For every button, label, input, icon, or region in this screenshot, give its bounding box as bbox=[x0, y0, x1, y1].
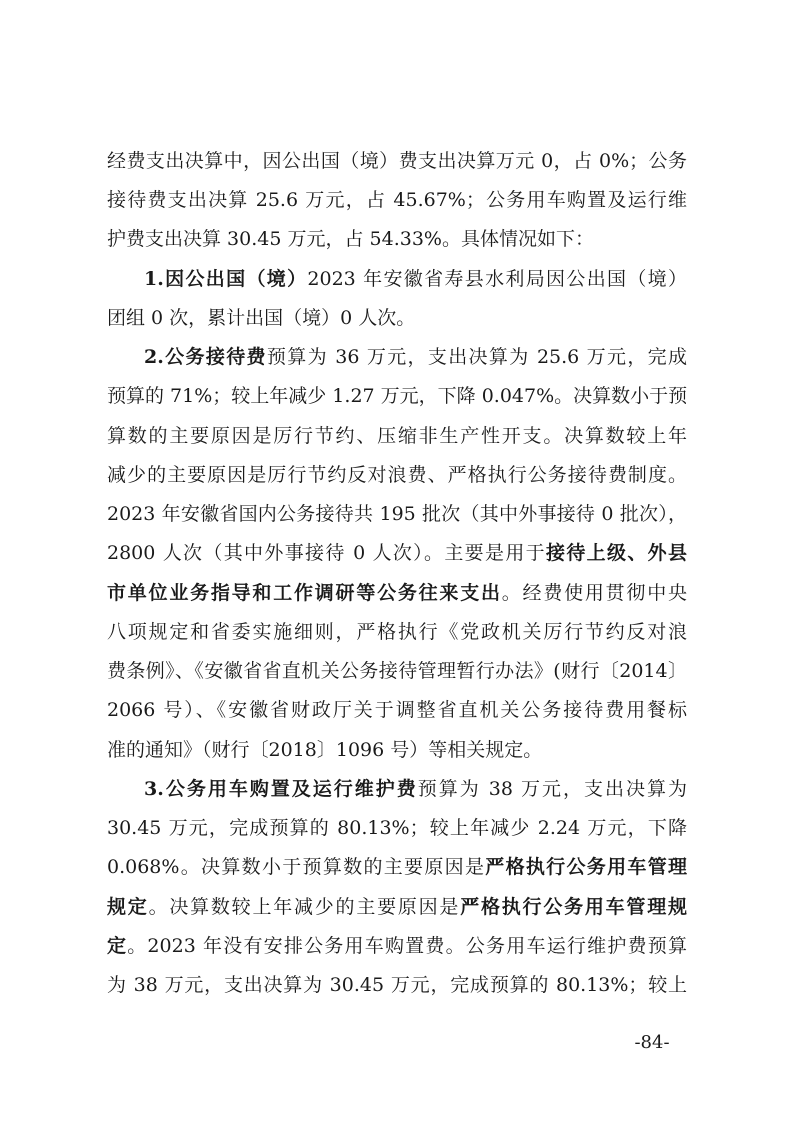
text-line bbox=[107, 577, 687, 609]
text-span: 30.45 万元，完成预算的 80.13%；较上年减少 2.24 万元，下降 bbox=[107, 817, 687, 839]
text-line bbox=[107, 380, 687, 412]
text-span: 准的通知》（财行〔2018〕1096 号）等相关规定。 bbox=[107, 739, 543, 761]
text-span: 算数的主要原因是厉行节约、压缩非生产性开支。决算数较上年 bbox=[107, 425, 687, 447]
text-line bbox=[107, 969, 687, 1001]
text-line bbox=[107, 616, 687, 648]
text-line bbox=[107, 537, 687, 569]
item-heading: 1.因公出国（境） bbox=[144, 268, 308, 290]
text-line bbox=[144, 773, 687, 805]
text-span: 护费支出决算 30.45 万元，占 54.33%。具体情况如下： bbox=[107, 228, 594, 250]
text-span-bold: 接待上级、外县 bbox=[546, 542, 687, 564]
text-span: 2023 年安徽省国内公务接待共 195 批次（其中外事接待 0 批次）， bbox=[107, 503, 687, 525]
text-span: 。决算数较上年减少的主要原因是 bbox=[148, 896, 461, 918]
text-line bbox=[107, 694, 687, 726]
text-line bbox=[107, 734, 687, 766]
text-span: 团组 0 次，累计出国（境）0 人次。 bbox=[107, 307, 416, 329]
text-span: 2066 号）、《安徽省财政厅关于调整省直机关公务接待费用餐标 bbox=[107, 699, 687, 721]
text-line bbox=[107, 302, 687, 334]
text-span: 预算为 38 万元，支出决算为 bbox=[417, 778, 687, 800]
item-heading: 3.公务用车购置及运行维护费 bbox=[144, 778, 418, 800]
text-span-bold: 市单位业务指导和工作调研等公务往来支出 bbox=[107, 582, 502, 604]
text-line bbox=[107, 851, 687, 883]
text-line bbox=[144, 263, 687, 295]
text-span-bold: 定 bbox=[107, 935, 128, 957]
text-span: 费条例》、《安徽省省直机关公务接待管理暂行办法》(财行〔2014〕 bbox=[107, 660, 687, 682]
text-span: 减少的主要原因是厉行节约反对浪费、严格执行公务接待费制度。 bbox=[107, 464, 687, 486]
text-span: 0.068%。决算数小于预算数的主要原因是 bbox=[107, 856, 486, 878]
text-line bbox=[107, 459, 687, 491]
text-span: 2800 人次（其中外事接待 0 人次）。主要是用于 bbox=[107, 542, 547, 564]
text-line bbox=[107, 498, 687, 530]
text-line bbox=[107, 930, 687, 962]
text-line bbox=[144, 341, 687, 373]
text-line bbox=[107, 655, 687, 687]
text-span: 八项规定和省委实施细则，严格执行《党政机关厉行节约反对浪 bbox=[107, 621, 687, 643]
text-line bbox=[107, 223, 687, 255]
text-line bbox=[107, 420, 687, 452]
text-span-bold: 严格执行公务用车管理 bbox=[485, 856, 687, 878]
text-span: 经费支出决算中，因公出国（境）费支出决算万元 0，占 0%；公务 bbox=[107, 150, 687, 172]
text-span: 2023 年安徽省寿县水利局因公出国（境） bbox=[307, 268, 687, 290]
page-number: -84- bbox=[634, 1032, 670, 1053]
text-span: 为 38 万元，支出决算为 30.45 万元，完成预算的 80.13%；较上 bbox=[107, 974, 687, 996]
text-span: 接待费支出决算 25.6 万元，占 45.67%；公务用车购置及运行维 bbox=[107, 189, 687, 211]
text-line bbox=[107, 891, 687, 923]
text-span: 。2023 年没有安排公务用车购置费。公务用车运行维护费预算 bbox=[127, 935, 687, 957]
text-span: 。经费使用贯彻中央 bbox=[501, 582, 687, 604]
item-heading: 2.公务接待费 bbox=[144, 346, 267, 368]
text-span-bold: 严格执行公务用车管理规 bbox=[460, 896, 687, 918]
text-line bbox=[107, 145, 687, 177]
text-span: 预算为 36 万元，支出决算为 25.6 万元，完成 bbox=[266, 346, 687, 368]
text-line bbox=[107, 184, 687, 216]
text-line bbox=[107, 812, 687, 844]
text-span-bold: 规定 bbox=[107, 896, 149, 918]
text-span: 预算的 71%；较上年减少 1.27 万元，下降 0.047%。决算数小于预 bbox=[107, 385, 687, 407]
